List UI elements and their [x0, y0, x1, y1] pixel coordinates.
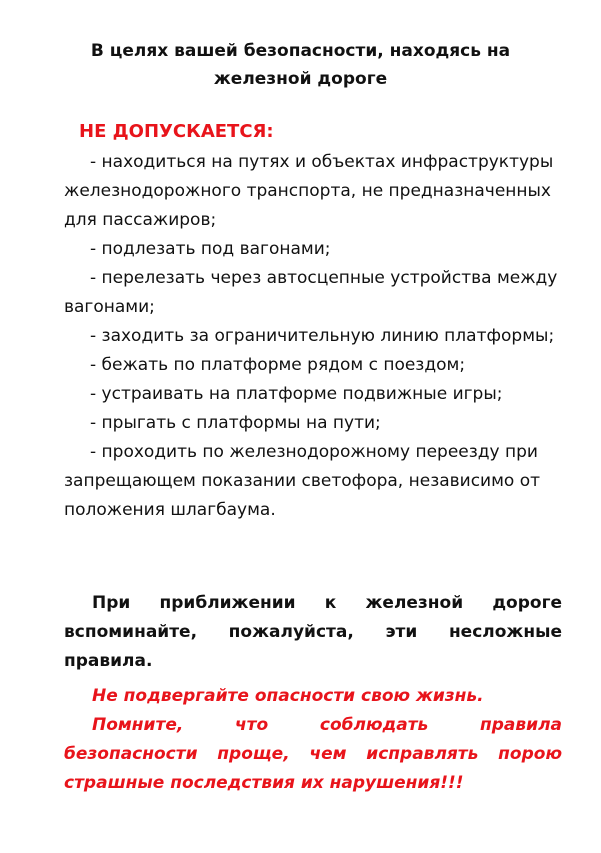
rule-item: - перелезать через автосцепные устройства между вагонами; — [64, 268, 558, 317]
reminder-paragraph: При приближении к железной дороге вспоминайте, пожалуйста, эти несложные правила. — [64, 593, 562, 671]
rule-item: - прыгать с платформы на пути; — [90, 413, 381, 433]
warning-line-2: Помните, что соблюдать правила безопасности проще, чем исправлять порою страшные последствия их нарушения!!! — [64, 715, 562, 793]
prohibited-heading: НЕ ДОПУСКАЕТСЯ: — [79, 121, 274, 142]
rule-item: - находиться на путях и объектах инфраструктуры железнодорожного транспорта, не предназначенных для пассажиров; — [64, 152, 554, 230]
warning-block — [64, 682, 562, 798]
warning-line-1: Не подвергайте опасности свою жизнь. — [92, 686, 484, 706]
prohibited-rules-list — [64, 148, 564, 525]
title-line-2: железной дороге — [213, 69, 388, 89]
rule-item: - бежать по платформе рядом с поездом; — [90, 355, 466, 375]
rule-item: - подлезать под вагонами; — [90, 239, 331, 259]
notice-title — [40, 37, 561, 93]
rule-item: - устраивать на платформе подвижные игры; — [90, 384, 503, 404]
rule-item: - проходить по железнодорожному переезду при запрещающем показании светофора, независимо от положения шлагбаума. — [64, 442, 541, 520]
title-line-1: В целях вашей безопасности, находясь на — [90, 41, 511, 61]
rule-item: - заходить за ограничительную линию платформы; — [90, 326, 555, 346]
